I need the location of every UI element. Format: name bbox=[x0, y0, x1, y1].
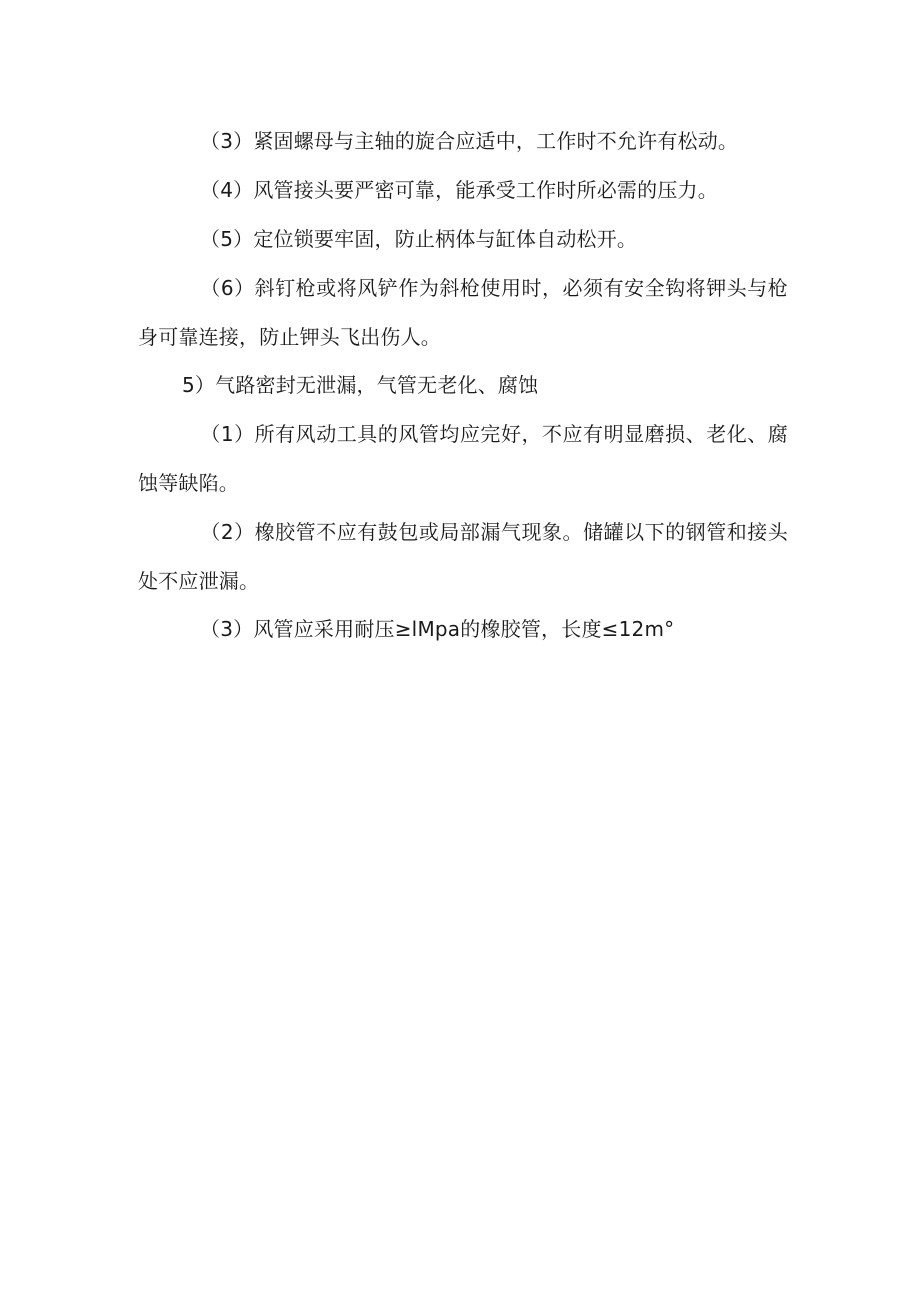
paragraph-3-hose-spec: （3）风管应采用耐压≥lMpa的橡胶管，长度≤12m° bbox=[200, 617, 675, 641]
paragraph-1-text: （1）所有风动工具的风管均应完好，不应有明显磨损、老化、腐蚀等缺陷。 bbox=[138, 422, 788, 495]
paragraph-5-positioning-lock: （5）定位锁要牢固，防止柄体与缸体自动松开。 bbox=[200, 227, 638, 251]
paragraph-2-text: （2）橡胶管不应有鼓包或局部漏气现象。储罐以下的钢管和接头处不应泄漏。 bbox=[138, 520, 788, 593]
paragraph-1-hose-condition bbox=[138, 410, 788, 508]
paragraph-4-hose-joint: （4）风管接头要严密可靠，能承受工作时所必需的压力。 bbox=[200, 178, 718, 202]
section-5-heading: 5）气路密封无泄漏，气管无老化、腐蚀 bbox=[182, 373, 539, 397]
paragraph-6-text: （6）斜钉枪或将风铲作为斜枪使用时，必须有安全钩将钾头与枪身可靠连接，防止钾头飞出伤人。 bbox=[138, 276, 788, 349]
paragraph-3-nut-tightening: （3）紧固螺母与主轴的旋合应适中，工作时不允许有松动。 bbox=[200, 129, 739, 153]
paragraph-2-rubber-hose bbox=[138, 508, 788, 606]
paragraph-6-safety-hook bbox=[138, 264, 788, 362]
